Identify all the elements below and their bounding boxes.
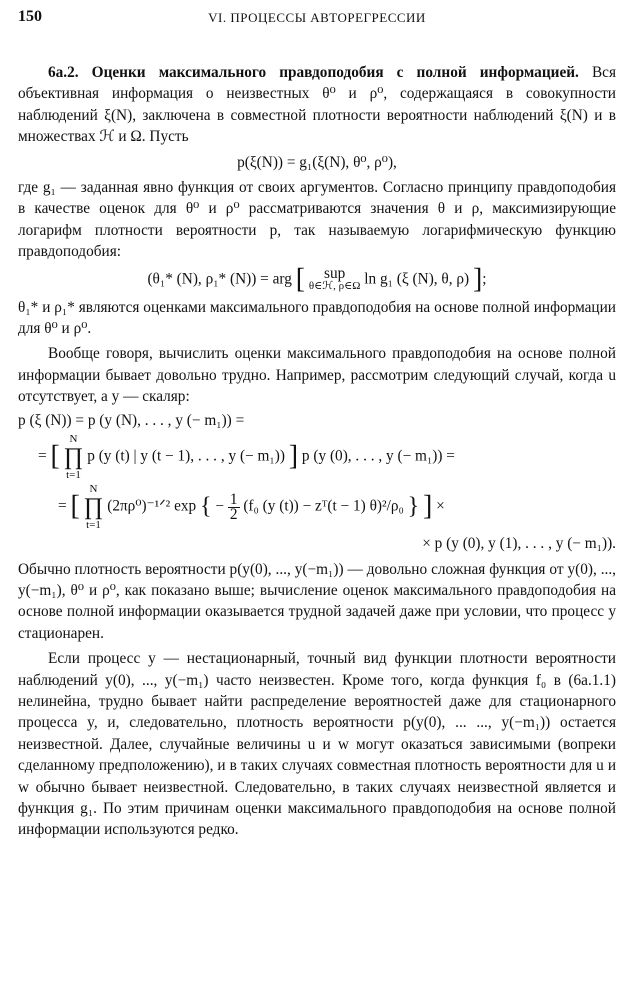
- left-bracket: [: [50, 440, 60, 472]
- fraction-one-half: [228, 490, 240, 523]
- left-brace: {: [200, 493, 212, 520]
- section-paragraph-1: [18, 62, 616, 148]
- right-bracket: ]: [288, 440, 299, 472]
- running-head: VI. ПРОЦЕССЫ АВТОРЕГРЕССИИ: [208, 10, 426, 25]
- left-bracket: [: [70, 490, 80, 522]
- equation-joint-line-2: [18, 433, 616, 481]
- left-bracket: [: [295, 263, 306, 295]
- conditional-density: p (y (t) | y (t − 1), . . . , y (− m₁)): [87, 447, 285, 465]
- times-sign: ×: [436, 497, 445, 515]
- product-lower: t=1: [86, 519, 101, 532]
- product-operator: [84, 483, 104, 531]
- equation-lhs: (θ₁* (N), ρ₁* (N)) = arg: [147, 270, 292, 288]
- product-upper: N: [89, 483, 98, 496]
- section-heading: 6а.2. Оценки максимального правдоподобия с полной информацией.: [48, 64, 579, 81]
- gaussian-factor: (2πρ⁰)⁻¹ᐟ² exp: [107, 497, 197, 515]
- page-body: [18, 62, 616, 841]
- minus-sign: −: [215, 497, 225, 515]
- product-lower: t=1: [66, 469, 81, 482]
- equation-density: p(ξ(N)) = g₁(ξ(N), θ⁰, ρ⁰),: [237, 153, 397, 171]
- sup-subscript: θ∈ℋ, ρ∈Ω: [308, 279, 361, 292]
- equation-joint-line-3: [18, 483, 616, 531]
- equals-sign: =: [58, 497, 67, 515]
- product-sign: ∏: [83, 494, 104, 521]
- paragraph-complexity: Обычно плотность вероятности p(y(0), ..., y(−m₁)) — довольно сложная функция от y(0), ..., y(−m₁), θ⁰ и ρ⁰, как показано выше; вычисление оценок максимального правдоподобия на основе полной информации оказывается трудной задачей даже при условии, что процесс y стационарен.: [18, 560, 616, 642]
- paragraph-likelihood-principle: где g₁ — заданная явно функция от своих аргументов. Согласно принципу правдоподобия в качестве оценок для θ⁰ и ρ⁰ рассматриваются значения θ и ρ, максимизирующие логарифм плотности вероятности p, так называемую логарифмическую функцию правдоподобия:: [18, 179, 616, 261]
- equation-joint-line-1: p (ξ (N)) = p (y (N), . . . , y (− m₁)) =: [18, 411, 245, 429]
- paragraph-example: Вообще говоря, вычислить оценки максимального правдоподобия на основе полной информации бывает довольно трудно. Например, рассмотрим следующий случай, когда u отсутствует, а y — скаляр:: [18, 345, 616, 406]
- initial-density: p (y (0), . . . , y (− m₁)) =: [301, 447, 455, 465]
- right-bracket: ]: [422, 490, 433, 522]
- equation-rhs: ln g₁ (ξ (N), θ, ρ): [364, 270, 470, 288]
- product-operator: [64, 433, 84, 481]
- equation-ml-estimate: [18, 263, 616, 295]
- page-number: 150: [18, 8, 42, 25]
- sup-label: sup: [324, 264, 346, 282]
- equation-end: ;: [482, 270, 487, 288]
- page-header: [18, 6, 616, 28]
- paragraph-text: Вся объективная информация о неизвестных θ⁰ и ρ⁰, содержащаяся в совокупности наблюдений ξ(N), заключена в совместной плотности вероятности наблюдений ξ(N) и в множествах ℋ и Ω. Пусть: [18, 64, 616, 146]
- right-bracket: ]: [472, 263, 483, 295]
- product-sign: ∏: [63, 444, 84, 471]
- equals-sign: =: [38, 447, 47, 465]
- product-upper: N: [69, 433, 78, 446]
- paragraph-estimates: θ₁* и ρ₁* являются оценками максимального правдоподобия на основе полной информации для θ⁰ и ρ⁰.: [18, 298, 616, 338]
- fraction-denominator: 2: [229, 505, 238, 523]
- equation-joint-line-4: × p (y (0), y (1), . . . , y (− m₁)).: [422, 535, 616, 553]
- paragraph-nonstationary: Если процесс y — нестационарный, точный вид функции плотности вероятности наблюдений y(0), ..., y(−m₁) часто неизвестен. Кроме того, когда функция f₀ в (6а.1.1) нелинейна, трудно бывает найти распределение вероятностей даже для стационарного процесса y, и, следовательно, плотность вероятности p(y(0), ... ..., y(−m₁)) остается неизвестной. Далее, случайные величины u и w могут оказаться зависимыми (вопреки сделанному предположению), и в таких случаях совместная плотность вероятности для u и w обычно бывает неизвестной. Следовательно, в таких случаях неизвестной является и функция g₁. По этим причинам оценки максимального правдоподобия на основе полной информации используются редко.: [18, 650, 616, 839]
- right-brace: }: [407, 493, 420, 520]
- exponent-argument: (f₀ (y (t)) − zᵀ(t − 1) θ)²/ρ₀: [243, 497, 404, 515]
- fraction-numerator: 1: [229, 490, 238, 508]
- sup-operator: [308, 264, 361, 293]
